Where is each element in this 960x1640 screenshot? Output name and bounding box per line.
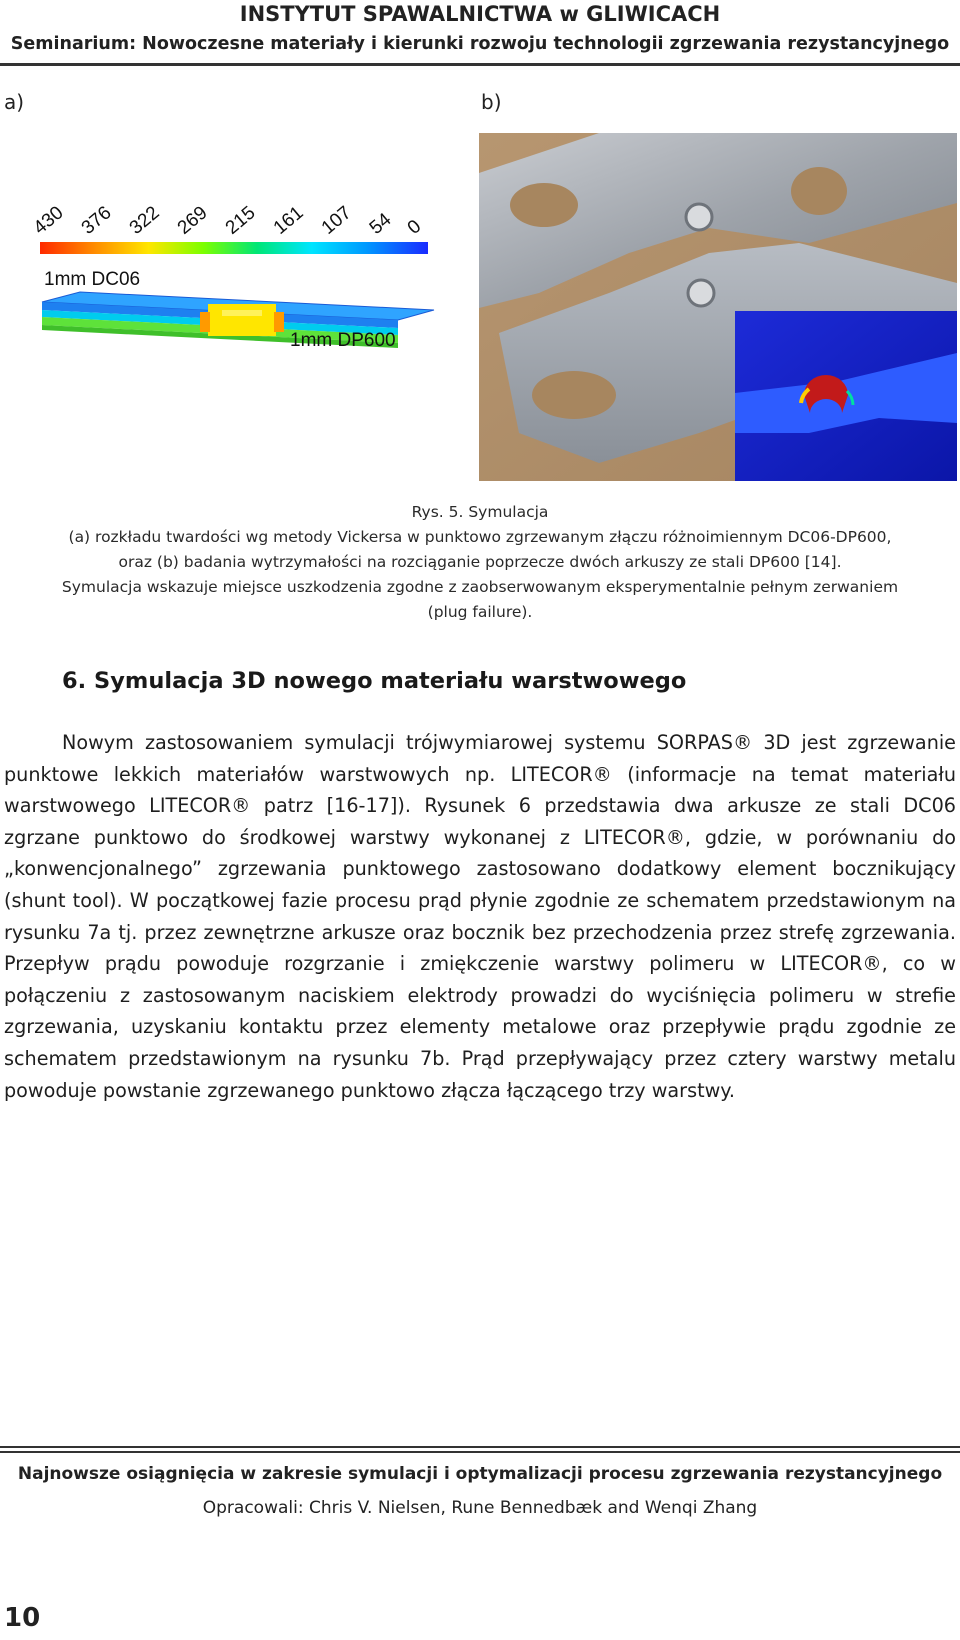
header-rule (0, 63, 960, 66)
caption-line: Rys. 5. Symulacja (411, 503, 549, 521)
scale-tick: 322 (125, 202, 164, 239)
scale-tick: 54 (365, 209, 396, 239)
scale-tick: 161 (269, 202, 308, 239)
footer-title: Najnowsze osiągnięcia w zakresie symulacji i optymalizacji procesu zgrzewania rezystancyjnego (17, 1464, 943, 1484)
section-heading: 6. Symulacja 3D nowego materiału warstwowego (62, 668, 687, 694)
tensile-test-photo (479, 133, 957, 481)
panel-b-label: b) (481, 90, 502, 114)
hardness-simulation-figure (28, 180, 438, 380)
color-scale-bar (40, 242, 428, 254)
caption-line: (plug failure). (427, 603, 533, 621)
caption-line: (a) rozkładu twardości wg metody Vickersa w punktowo zgrzewanym złączu różnoimiennym DC06-DP600, (68, 528, 892, 546)
caption-line: Symulacja wskazuje miejsce uszkodzenia zgodne z zaobserwowanym eksperymentalnie pełnym zerwaniem (61, 578, 899, 596)
body-paragraph: Nowym zastosowaniem symulacji trójwymiarowej systemu SORPAS® 3D jest zgrzewanie punktowe lekkich materiałów warstwowych np. LITECOR® (informacje na temat materiału warstwowego LITECOR® patrz [16-17]). Rysunek 6 przedstawia dwa arkusze ze stali DC06 zgrzane punktowo do środkowej warstwy wykonanej z LITECOR®, gdzie, w porównaniu do „konwencjonalnego” zgrzewania punktowego zastosowano dodatkowy element bocznikujący (shunt tool). W początkowej fazie procesu prąd płynie zgodnie ze schematem przedstawionym na rysunku 7a tj. przez zewnętrzne arkusze oraz bocznik bez przechodzenia przez strefę zgrzewania. Przepływ prądu powoduje rozgrzanie i zmiękczenie warstwy polimeru w LITECOR®, co w połączeniu z zastosowanym naciskiem elektrody prowadzi do wyciśnięcia polimeru w strefie zgrzewania, uzyskaniu kontaktu przez elementy metalowe oraz przepływie prądu zgodnie ze schematem przedstawionym na rysunku 7b. Prąd przepływający przez cztery warstwy metalu powoduje powstanie zgrzewanego punktowo złącza łączącego trzy warstwy. (4, 731, 956, 1102)
body-text (4, 727, 956, 1106)
scale-tick: 376 (77, 202, 116, 239)
top-sheet-label: 1mm DC06 (44, 269, 141, 290)
scale-tick: 430 (29, 202, 68, 239)
page-number: 10 (4, 1603, 41, 1633)
institute-header: INSTYTUT SPAWALNICTWA w GLIWICACH (239, 2, 721, 26)
scale-tick: 215 (221, 202, 260, 239)
scale-tick: 269 (173, 202, 212, 239)
figure-caption (30, 500, 930, 625)
scale-tick: 107 (317, 202, 356, 239)
panel-a-label: a) (4, 90, 25, 114)
footer-rule-top (0, 1446, 960, 1448)
scale-tick: 0 (403, 215, 426, 239)
seminar-header: Seminarium: Nowoczesne materiały i kierunki rozwoju technologii zgrzewania rezystancyjnego (10, 34, 950, 54)
footer-authors: Opracowali: Chris V. Nielsen, Rune Bennedbæk and Wenqi Zhang (202, 1498, 758, 1518)
bottom-sheet-label: 1mm DP600 (290, 330, 396, 351)
footer-rule-bottom (0, 1451, 960, 1453)
caption-line: oraz (b) badania wytrzymałości na rozciąganie poprzecze dwóch arkuszy ze stali DP600 [14]. (118, 553, 842, 571)
